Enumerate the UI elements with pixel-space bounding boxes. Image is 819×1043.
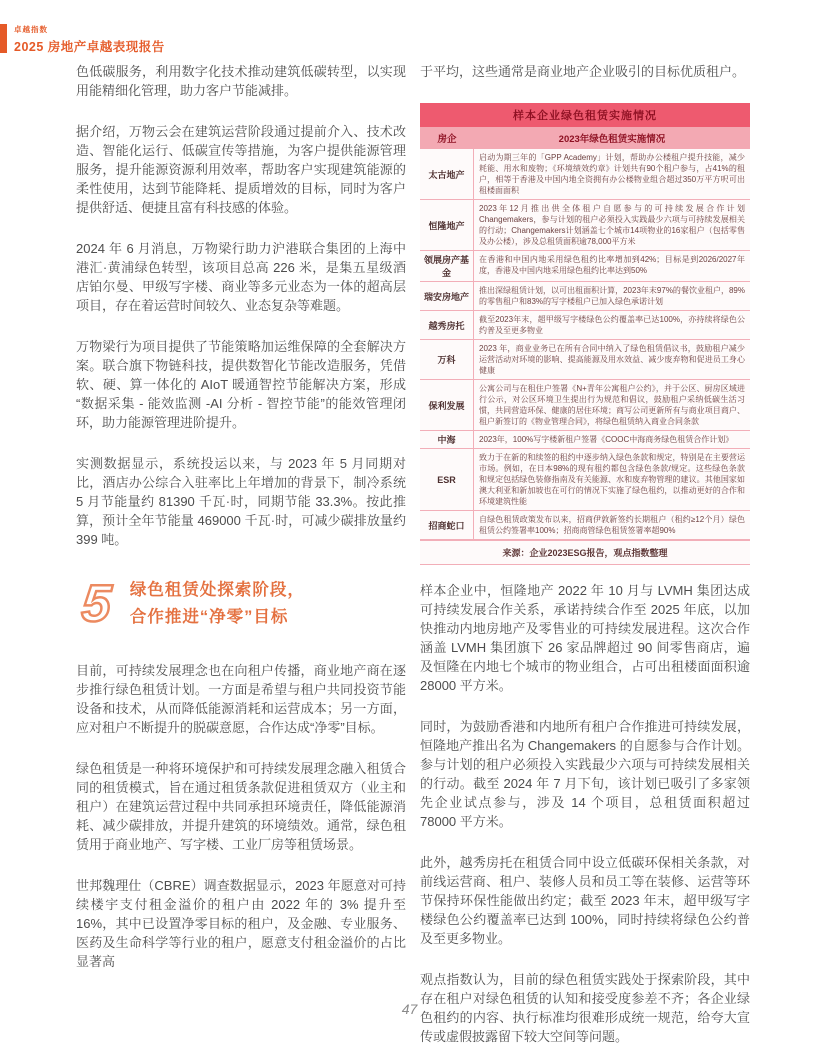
paragraph: 据介绍，万物云会在建筑运营阶段通过提前介入、技术改造、智能化运行、低碳宣传等措施，为客户提供能源管理服务，提升能源资源利用效率，帮助客户实现建筑能源的柔性使用，达到节能降耗、提质增效的目标，同时为客户提供舒适、便捷且富有科技感的体验。 <box>76 124 406 215</box>
table-row <box>420 282 750 311</box>
table-row <box>420 200 750 251</box>
table-row <box>420 431 750 449</box>
table-row <box>420 380 750 431</box>
paragraph: 此外，越秀房托在租赁合同中设立低碳环保相关条款，对前线运营商、租户、装修人员和员工等在装修、运营等环节保持环保性能做出约定；截至 2023 年末，超甲级写字楼绿色公约覆盖率已达到 100%，同时持续将绿色公约普及至更多物业。 <box>420 855 750 946</box>
table-cell-company: 领展房产基金 <box>420 251 474 281</box>
table-header-detail: 2023年绿色租赁实施情况 <box>558 134 666 145</box>
table-cell-company: 中海 <box>420 431 474 448</box>
series-label: 卓越指数 <box>14 25 48 34</box>
table-row <box>420 251 750 282</box>
table-cell-company: 瑞安房地产 <box>420 282 474 310</box>
section-number: 5 <box>79 575 113 633</box>
table-cell-detail: 致力于在新的和续签的租约中逐步纳入绿色条款和规定，特别是在主要营运市场。例如，在日本98%的现有租约都包含绿色条款/规定。这些绿色条款和规定包括绿色装修指南及有关能源、水和废弃物管理的建议。其他国家如澳大利亚和新加坡也在可行的情况下实施了绿色租约，以推动更好的合作和环境建筑性能 <box>479 453 745 506</box>
table-cell-detail: 2023 年，商业业务已在所有合同中纳入了绿色租赁倡议书，鼓励租户减少运营活动对环境的影响、提高能源及用水效益、减少废弃物和促进员工身心健康 <box>479 344 745 375</box>
table-row <box>420 311 750 340</box>
table-row <box>420 449 750 511</box>
table-cell-company: 越秀房托 <box>420 311 474 339</box>
paragraph: 目前，可持续发展理念也在向租户传播，商业地产商在逐步推行绿色租赁计划。一方面是希望与租户共同投资节能设备和技术，从而降低能源消耗和运营成本；另一方面，应对租户不断提升的脱碳意愿，合作达成“净零”目标。 <box>76 663 406 735</box>
table-cell-company: 招商蛇口 <box>420 511 474 539</box>
section-title-line1: 绿色租赁处探索阶段， <box>129 581 305 599</box>
section-title <box>130 577 305 631</box>
header-accent-bar <box>0 24 7 53</box>
table-cell-detail: 在香港和中国内地采用绿色租约比率增加到42%；目标是到2026/2027年度，香港及中国内地采用绿色租约比率达到50% <box>479 255 745 275</box>
table-row <box>420 511 750 540</box>
table-row <box>420 149 750 200</box>
table-title: 样本企业绿色租赁实施情况 <box>420 103 750 127</box>
paragraph: 2024 年 6 月消息，万物梁行助力沪港联合集团的上海中港汇·黄浦绿色转型，该项目总高 226 米，是集五星级酒店铂尔曼、甲级写字楼、商业等多元业态为一体的超高层项目，存在着运营时间较久、业态复杂等难题。 <box>76 241 406 313</box>
table-row <box>420 340 750 380</box>
section-heading <box>78 577 406 631</box>
paragraph: 观点指数认为，目前的绿色租赁实践处于探索阶段，其中存在租户对绿色租赁的认知和接受度参差不齐；各企业绿色租约的内容、执行标准均很难形成统一规范，给夸大宣传或虚假披露留下较大空间等问题。 <box>420 972 750 1043</box>
table-cell-detail: 2023年12月推出供全体租户自愿参与的可持续发展合作计划Changemakers，参与计划的租户必须投入实践最少六项与可持续发展相关的行动；Changemakers计划涵盖七个城市14项物业的16家租户（包括零售及办公楼），涉及总租赁面积逾78,000平方米 <box>479 204 745 246</box>
header-brand <box>7 24 165 55</box>
table-header-company: 房企 <box>437 134 457 145</box>
paragraph: 世邦魏理仕（CBRE）调查数据显示，2023 年愿意对可持续楼宇支付租金溢价的租户由 2022 年的 3% 提升至 16%，其中已设置净零目标的租户，及金融、专业服务、医药及生命科学等行业的租户，愿意支付租金溢价的占比显著高 <box>76 878 406 969</box>
section-title-line2: 合作推进“净零”目标 <box>129 608 289 626</box>
table-cell-company: 太古地产 <box>420 149 474 199</box>
page-number: 47 <box>401 1001 418 1017</box>
table-cell-detail: 推出深绿租赁计划，以可出租面积计算，2023年末97%的餐饮业租户，89%的零售租户和83%的写字楼租户已加入绿色承诺计划 <box>479 286 745 306</box>
green-lease-table <box>420 103 750 565</box>
paragraph: 绿色租赁是一种将环境保护和可持续发展理念融入租赁合同的租赁模式，旨在通过租赁条款促进租赁双方（业主和租户）在建筑运营过程中共同承担环境责任，降低能源消耗、减少碳排放，并提升建筑的环境绩效。通常，绿色租赁用于商业地产、写字楼、工业厂房等租赁场景。 <box>76 761 406 852</box>
table-cell-company: 万科 <box>420 340 474 379</box>
table-source-note: 来源：企业2023ESG报告，观点指数整理 <box>420 540 750 564</box>
table-cell-detail: 启动为期三年的「GPP Academy」计划，帮助办公楼租户提升技能，减少耗能、用水和废物；《环境绩效约章》计划共有90个租户参与，占41%的租户，相等于香港及中国内地全资拥有办公楼物业组合超过350万平方呎可出租楼面面积 <box>479 153 745 195</box>
table-cell-detail: 自绿色租赁政策发布以来，招商伊敦新签约长期租户（租约≥12个月）绿色租赁公约签署率100%；招商商管绿色租赁签署率超90% <box>479 515 745 535</box>
table-cell-company: 恒隆地产 <box>420 200 474 250</box>
paragraph: 万物梁行为项目提供了节能策略加运维保障的全套解决方案。联合旗下物链科技，提供数智化节能改造服务，凭借软、硬、算一体化的 AIoT 暖通智控节能解决方案，形成“数据采集 - 能效监测 -AI 分析 - 智控节能”的能效管理闭环，助力能源管理进阶提升。 <box>76 339 406 430</box>
right-column <box>420 62 750 1043</box>
paragraph: 色低碳服务，利用数字化技术推动建筑低碳转型，以实现用能精细化管理，助力客户节能减排。 <box>76 64 406 98</box>
page-header <box>0 24 165 55</box>
report-title: 2025 房地产卓越表现报告 <box>14 40 165 54</box>
table-header-row <box>420 127 750 149</box>
paragraph: 同时，为鼓励香港和内地所有租户合作推进可持续发展，恒隆地产推出名为 Changemakers 的自愿参与合作计划。参与计划的租户必须投入实践最少六项与可持续发展相关的行动。截至 2024 年 7 月下旬，该计划已吸引了多家领先企业试点参与，涉及 14 个项目，总租赁面积超过 78000 平方米。 <box>420 719 750 829</box>
table-cell-detail: 截至2023年末，超甲级写字楼绿色公约覆盖率已达100%，亦持续将绿色公约普及至更多物业 <box>479 315 745 335</box>
left-column <box>76 62 406 1043</box>
table-cell-detail: 公寓公司与在租住户签署《N+青年公寓租户公约》，并于公区、厨房区域进行公示，对公区环境卫生提出行为规范和倡议，鼓励租户采纳低碳生活习惯，共同营造环保、健康的居住环境；商写公司更新所有与商业项目商户、租户新签订的《物业管理合同》，将绿色租赁纳入商业合同条款 <box>479 384 745 426</box>
paragraph: 实测数据显示，系统投运以来，与 2023 年 5 月同期对比，酒店办公综合入驻率比上年增加的背景下，制冷系统 5 月节能量约 81390 千瓦·时，同期节能 33.3%。按此推算，预计全年节能量 469000 千瓦·时，可减少碳排放量约 399 吨。 <box>76 456 406 547</box>
table-cell-company: 保利发展 <box>420 380 474 430</box>
table-cell-company: ESR <box>420 449 474 510</box>
table-cell-detail: 2023年，100%写字楼新租户签署《COOC中海商务绿色租赁合作计划》 <box>479 435 734 444</box>
paragraph: 样本企业中，恒隆地产 2022 年 10 月与 LVMH 集团达成可持续发展合作关系，承诺持续合作至 2025 年底，以加快推动内地房地产及零售业的可持续发展进程。这次合作涵盖 LVMH 集团旗下 26 家品牌超过 90 间零售商店，遍及恒隆在内地七个城市的物业组合，占可出租楼面面积逾 28000 平方米。 <box>420 583 750 693</box>
paragraph: 于平均，这些通常是商业地产企业吸引的目标优质租户。 <box>420 64 746 79</box>
